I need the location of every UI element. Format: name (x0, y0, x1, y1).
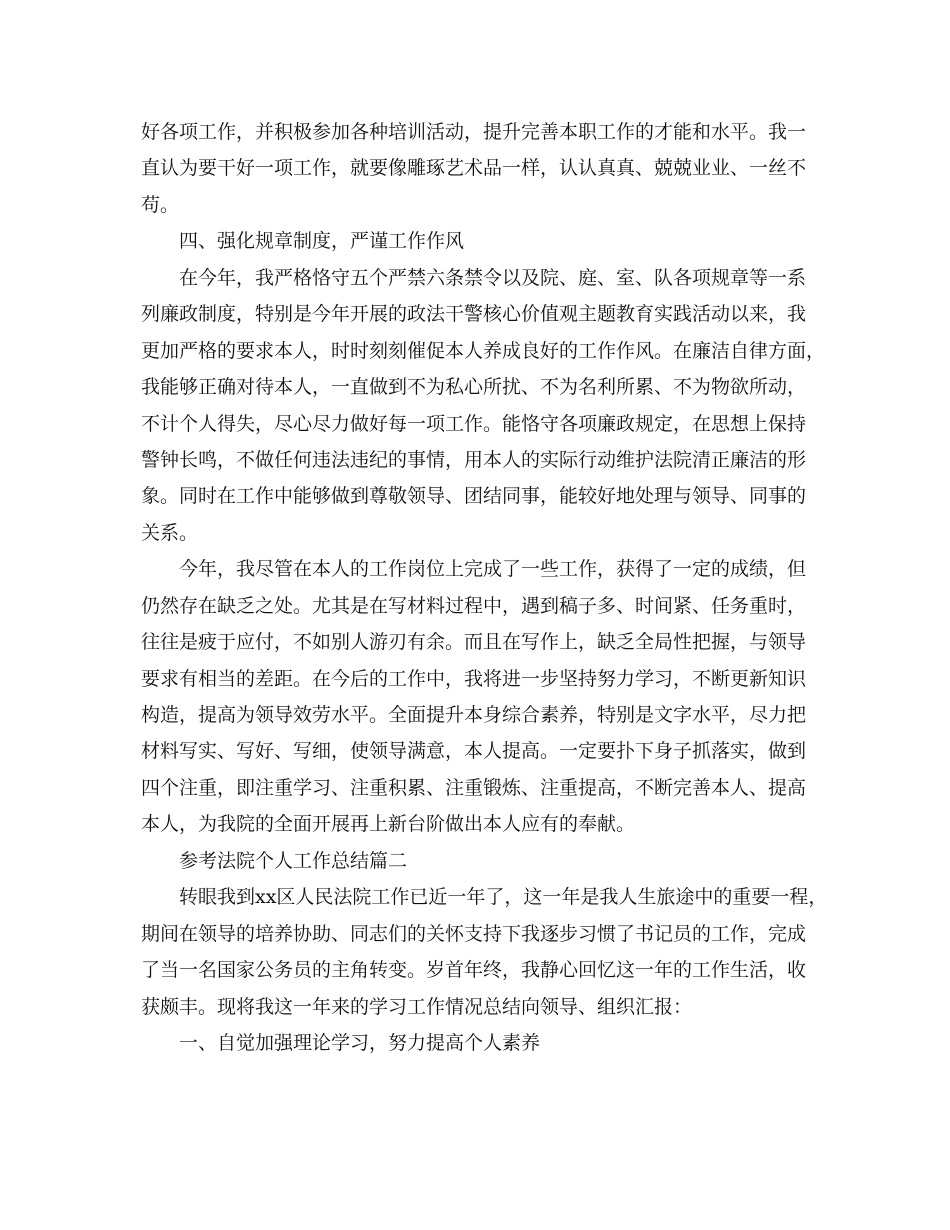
section-heading: 四、强化规章制度，严谨工作作风 (179, 230, 465, 253)
text-line: 期间在领导的培养协助、同志们的关怀支持下我逐步习惯了书记员的工作，完成 (141, 922, 807, 945)
text-line: 我能够正确对待本人，一直做到不为私心所扰、不为名利所累、不为物欲所动， (141, 376, 807, 399)
text-line: 今年，我尽管在本人的工作岗位上完成了一些工作，获得了一定的成绩，但 (179, 558, 807, 581)
text-line: 构造，提高为领导效劳水平。全面提升本身综合素养，特别是文字水平，尽力把 (141, 704, 807, 726)
text-line: 苟。 (141, 193, 180, 216)
text-line: 获颇丰。现将我这一年来的学习工作情况总结向领导、组织汇报： (141, 995, 693, 1018)
text-line: 往往是疲于应付，不如别人游刃有余。而且在写作上，缺乏全局性把握，与领导 (141, 631, 807, 654)
text-line: 要求有相当的差距。在今后的工作中，我将进一步坚持努力学习，不断更新知识 (141, 667, 807, 690)
text-line: 转眼我到xx区人民法院工作已近一年了，这一年是我人生旅途中的重要一程， (179, 886, 828, 909)
text-line: 象。同时在工作中能够做到尊敬领导、团结同事，能较好地处理与领导、同事的 (141, 485, 807, 508)
section-heading: 一、自觉加强理论学习，努力提高个人素养 (179, 1031, 541, 1054)
text-line: 直认为要干好一项工作，就要像雕琢艺术品一样，认认真真、兢兢业业、一丝不 (141, 157, 807, 180)
text-line: 四个注重，即注重学习、注重积累、注重锻炼、注重提高，不断完善本人、提高 (141, 776, 807, 799)
text-line: 在今年，我严格恪守五个严禁六条禁令以及院、庭、室、队各项规章等一系 (179, 266, 807, 289)
text-line: 警钟长鸣，不做任何违法违纪的事情，用本人的实际行动维护法院清正廉洁的形 (141, 448, 807, 471)
text-line: 仍然存在缺乏之处。尤其是在写材料过程中，遇到稿子多、时间紧、任务重时， (141, 594, 807, 617)
text-line: 不计个人得失，尽心尽力做好每一项工作。能恪守各项廉政规定，在思想上保持 (141, 412, 807, 435)
text-line: 材料写实、写好、写细，使领导满意，本人提高。一定要扑下身子抓落实，做到 (141, 740, 807, 763)
text-line: 本人，为我院的全面开展再上新台阶做出本人应有的奉献。 (141, 813, 636, 836)
text-line: 关系。 (141, 521, 199, 544)
document-body (141, 114, 828, 1061)
text-line: 列廉政制度，特别是今年开展的政法干警核心价值观主题教育实践活动以来，我 (141, 303, 807, 326)
text-line: 好各项工作，并积极参加各种培训活动，提升完善本职工作的才能和水平。我一 (141, 121, 807, 143)
text-line: 了当一名国家公务员的主角转变。岁首年终，我静心回忆这一年的工作生活，收 (141, 959, 807, 982)
text-line: 更加严格的要求本人，时时刻刻催促本人养成良好的工作作风。在廉洁自律方面， (141, 339, 826, 362)
section-title: 参考法院个人工作总结篇二 (179, 849, 408, 872)
